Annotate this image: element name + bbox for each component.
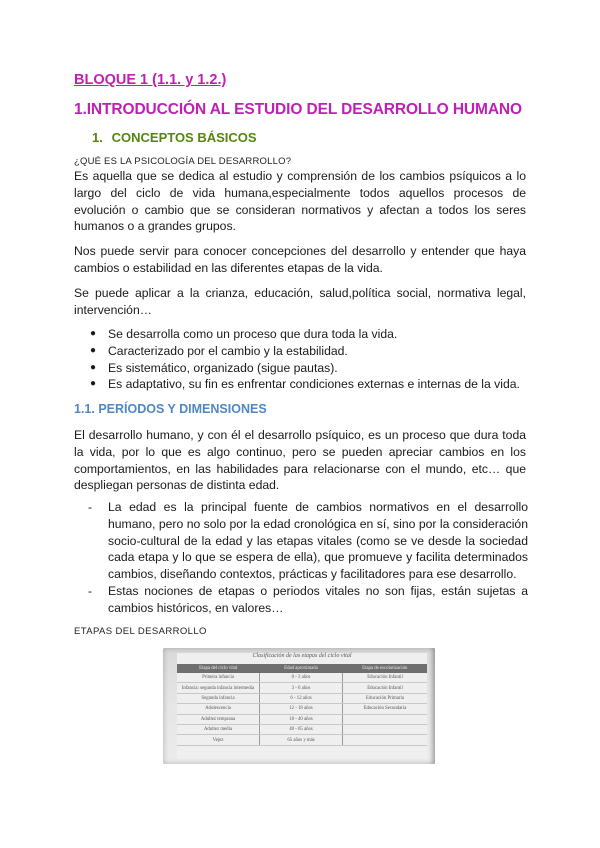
dash-icon: - — [88, 500, 93, 514]
table-cell: Vejez — [177, 735, 260, 745]
scanned-table-image — [163, 648, 435, 764]
paragraph-application: Se puede aplicar a la crianza, educación, salud,política social, normativa legal, intervención… — [74, 286, 526, 317]
table-cell: Adultez temprana — [177, 714, 260, 724]
table-cell: Segunda infancia — [177, 693, 260, 703]
table-caption: Clasificación de las etapas del ciclo vital — [252, 653, 352, 659]
table-cell: 65 años y más — [260, 735, 343, 745]
stages-table — [177, 664, 427, 746]
table-cell: Educación Infantil — [343, 683, 428, 693]
list-item-text: Se desarrolla como un proceso que dura toda la vida. — [108, 327, 398, 341]
table-cell: Adolescencia — [177, 704, 260, 714]
table-row — [177, 714, 427, 724]
subsection-heading — [92, 130, 257, 145]
list-item — [74, 343, 534, 360]
subsection-title: CONCEPTOS BÁSICOS — [111, 130, 257, 145]
table-cell: Infancia: segunda infancia intermedia — [177, 683, 260, 693]
etapas-label: ETAPAS DEL DESARROLLO — [74, 626, 207, 637]
table-header: Etapa de escolarización — [343, 664, 428, 673]
bullet-icon: ● — [90, 378, 97, 390]
table-header: Edad aproximada — [260, 664, 343, 673]
bullet-icon: ● — [90, 361, 97, 373]
dash-list — [74, 499, 528, 617]
scanned-table — [177, 653, 427, 759]
bullet-icon: ● — [90, 344, 97, 356]
table-cell — [343, 724, 428, 734]
table-cell: 6 - 12 años — [260, 693, 343, 703]
table-row — [177, 724, 427, 734]
list-item-text: Estas nociones de etapas o periodos vitales no son fijas, están sujetas a cambios históricos, en valores… — [108, 583, 528, 615]
dash-icon: - — [88, 583, 93, 598]
list-item-text: Caracterizado por el cambio y la estabilidad. — [108, 343, 348, 358]
table-row — [177, 693, 427, 703]
list-item-text: Es adaptativo, su fin es enfrentar condiciones externas e internas de la vida. — [108, 377, 520, 392]
paragraph-utility: Nos puede servir para conocer concepciones del desarrollo y entender que haya cambios o estabilidad en las diferentes etapas de la vida. — [74, 244, 526, 275]
table-cell: 40 - 65 años — [260, 724, 343, 734]
table-header: Etapa del ciclo vital — [177, 664, 260, 673]
table-cell: Educación Infantil — [343, 673, 428, 683]
list-item — [74, 326, 534, 343]
table-cell: Adultez media — [177, 724, 260, 734]
paragraph-continuous-development: El desarrollo humano, y con él el desarrollo psíquico, es un proceso que dura toda la vida, por lo que es algo continuo, pero se pueden apreciar cambios en los comportamientos, en las habilidades para relacionarse con el mundo, etc… que despliegan personas de distinta edad. — [74, 428, 526, 493]
table-cell: Primera infancia — [177, 673, 260, 683]
question-heading: ¿QUÉ ES LA PSICOLOGÍA DEL DESARROLLO? — [74, 156, 292, 167]
section-title: 1.INTRODUCCIÓN AL ESTUDIO DEL DESARROLLO HUMANO — [74, 101, 522, 118]
table-cell: 12 - 18 años — [260, 704, 343, 714]
table-row — [177, 683, 427, 693]
table-cell: 3 - 6 años — [260, 683, 343, 693]
section-1-1-title: 1.1. PERÍODOS Y DIMENSIONES — [74, 402, 267, 416]
list-item — [74, 376, 534, 393]
table-cell: Educación Secundaria — [343, 704, 428, 714]
list-item — [74, 360, 534, 377]
paragraph-definition: Es aquella que se dedica al estudio y comprensión de los cambios psíquicos a lo largo del ciclo de vida humana,especialmente todos aquellos procesos de evolución o cambio que se consideran normativos y afectan a todos los seres humanos o a grandes grupos. — [74, 169, 526, 234]
subsection-number: 1. — [92, 130, 103, 145]
block-title: BLOQUE 1 (1.1. y 1.2.) — [74, 72, 227, 88]
scan-edge-shadow — [429, 648, 435, 764]
characteristics-list — [74, 326, 534, 393]
table-row — [177, 704, 427, 714]
table-cell: Educación Primaria — [343, 693, 428, 703]
list-item — [74, 499, 528, 583]
list-item-text: La edad es la principal fuente de cambios normativos en el desarrollo humano, pero no solo por la edad cronológica en sí, sino por la consideración socio-cultural de la edad y las etapas vitales (como se ve desde la sociedad cada etapa y lo que se espera de ella), que promueve y facilita determinados cambios, diseñando contextos, prácticas y facilitadores para ese desarrollo. — [108, 500, 528, 582]
table-header-row — [177, 664, 427, 673]
table-row — [177, 673, 427, 683]
table-row — [177, 735, 427, 745]
list-item — [74, 583, 528, 617]
list-item-text: Es sistemático, organizado (sigue pautas). — [108, 360, 338, 375]
table-cell: 18 - 40 años — [260, 714, 343, 724]
table-cell: 0 - 3 años — [260, 673, 343, 683]
table-cell — [343, 714, 428, 724]
bullet-icon: ● — [90, 328, 97, 339]
table-cell — [343, 735, 428, 745]
